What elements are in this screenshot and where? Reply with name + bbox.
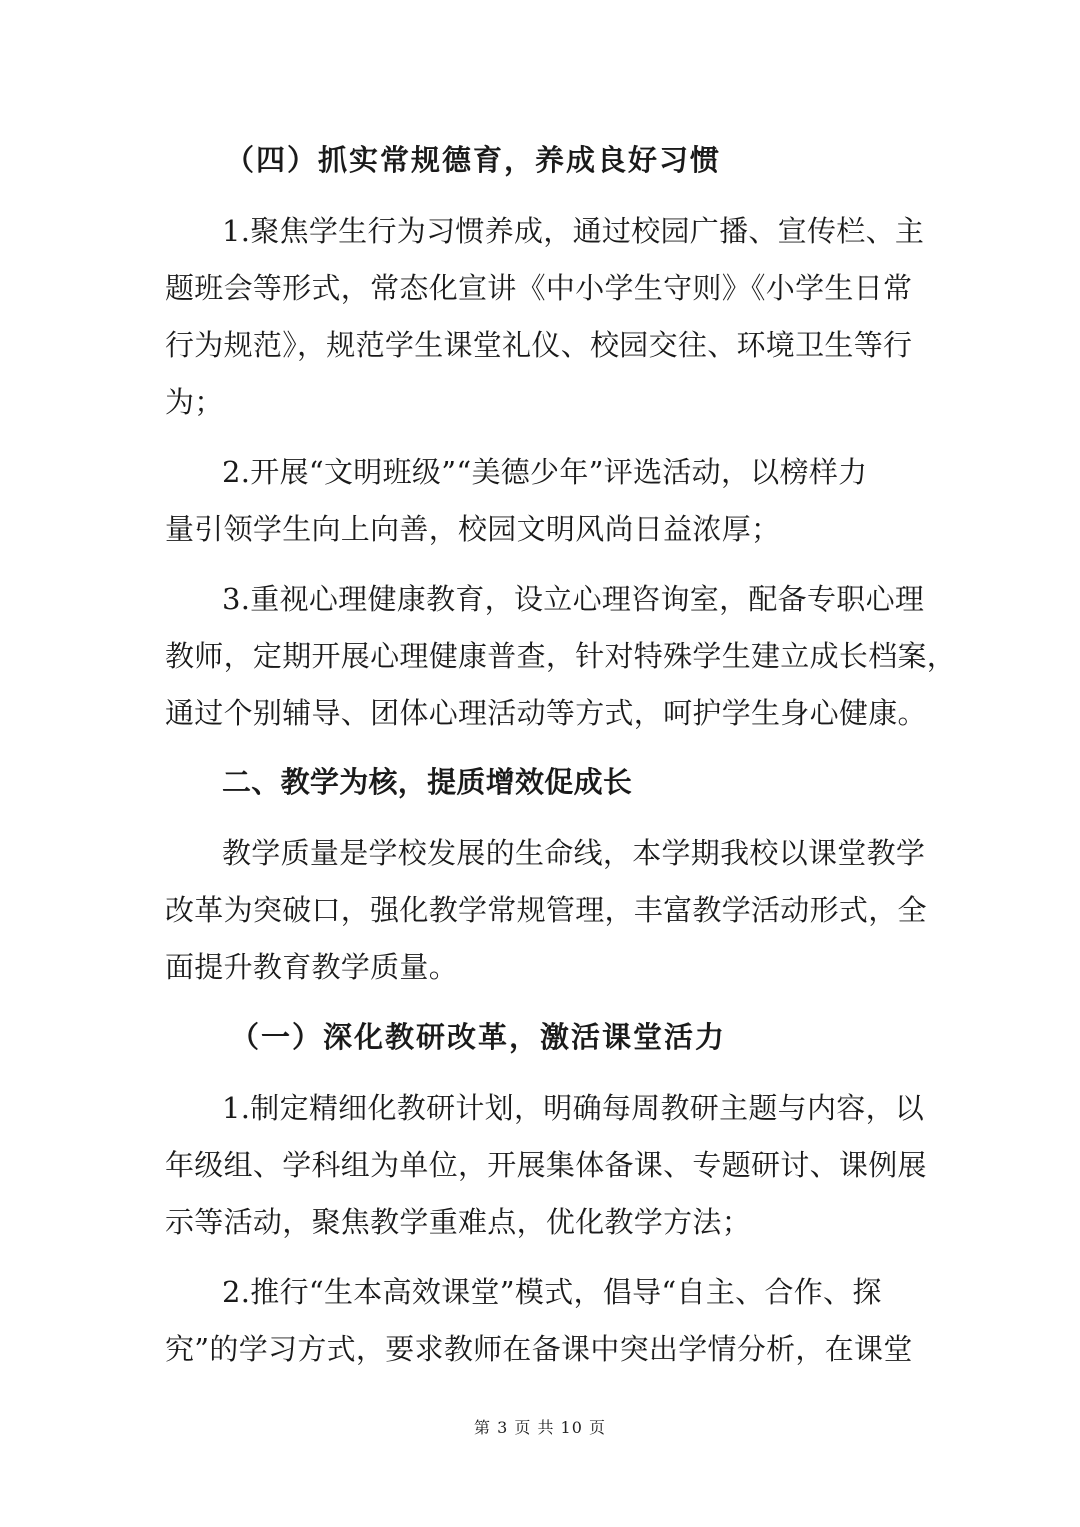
chapter-heading-2: 二、教学为核，提质增效促成长	[222, 765, 633, 799]
paragraph-line: 3.重视心理健康教育，设立心理咨询室，配备专职心理	[222, 582, 925, 616]
paragraph-line: 通过个别辅导、团体心理活动等方式，呵护学生身心健康。	[165, 696, 927, 730]
paragraph-line: 示等活动，聚焦教学重难点，优化教学方法；	[165, 1205, 752, 1239]
paragraph-line: 究”的学习方式，要求教师在备课中突出学情分析，在课堂	[165, 1332, 913, 1366]
paragraph-line: 改革为突破口，强化教学常规管理，丰富教学活动形式，全	[165, 893, 927, 927]
paragraph-line: 量引领学生向上向善，校园文明风尚日益浓厚；	[165, 512, 781, 546]
paragraph-line: 面提升教育教学质量。	[165, 950, 459, 984]
paragraph-line: 1.聚焦学生行为习惯养成，通过校园广播、宣传栏、主	[222, 214, 925, 248]
page-number-footer: 第 3 页 共 10 页	[474, 1418, 606, 1437]
paragraph-line: 1.制定精细化教研计划，明确每周教研主题与内容，以	[222, 1091, 925, 1125]
paragraph-line: 为；	[165, 385, 224, 419]
paragraph-line: 行为规范》，规范学生课堂礼仪、校园交往、环境卫生等行	[165, 328, 913, 362]
section-heading-1: （一）深化教研改革，激活课堂活力	[230, 1020, 727, 1054]
paragraph-line: 年级组、学科组为单位，开展集体备课、专题研讨、课例展	[165, 1148, 927, 1182]
paragraph-line: 2.开展“文明班级”“美德少年”评选活动，以榜样力	[222, 455, 868, 489]
paragraph-line: 教学质量是学校发展的生命线，本学期我校以课堂教学	[222, 836, 926, 870]
paragraph-line: 题班会等形式，常态化宣讲《中小学生守则》《小学生日常	[165, 271, 913, 305]
paragraph-line: 教师，定期开展心理健康普查，针对特殊学生建立成长档案，	[165, 639, 957, 673]
paragraph-line: 2.推行“生本高效课堂”模式，倡导“自主、合作、探	[222, 1275, 882, 1309]
section-heading-4: （四）抓实常规德育，养成良好习惯	[225, 143, 722, 177]
